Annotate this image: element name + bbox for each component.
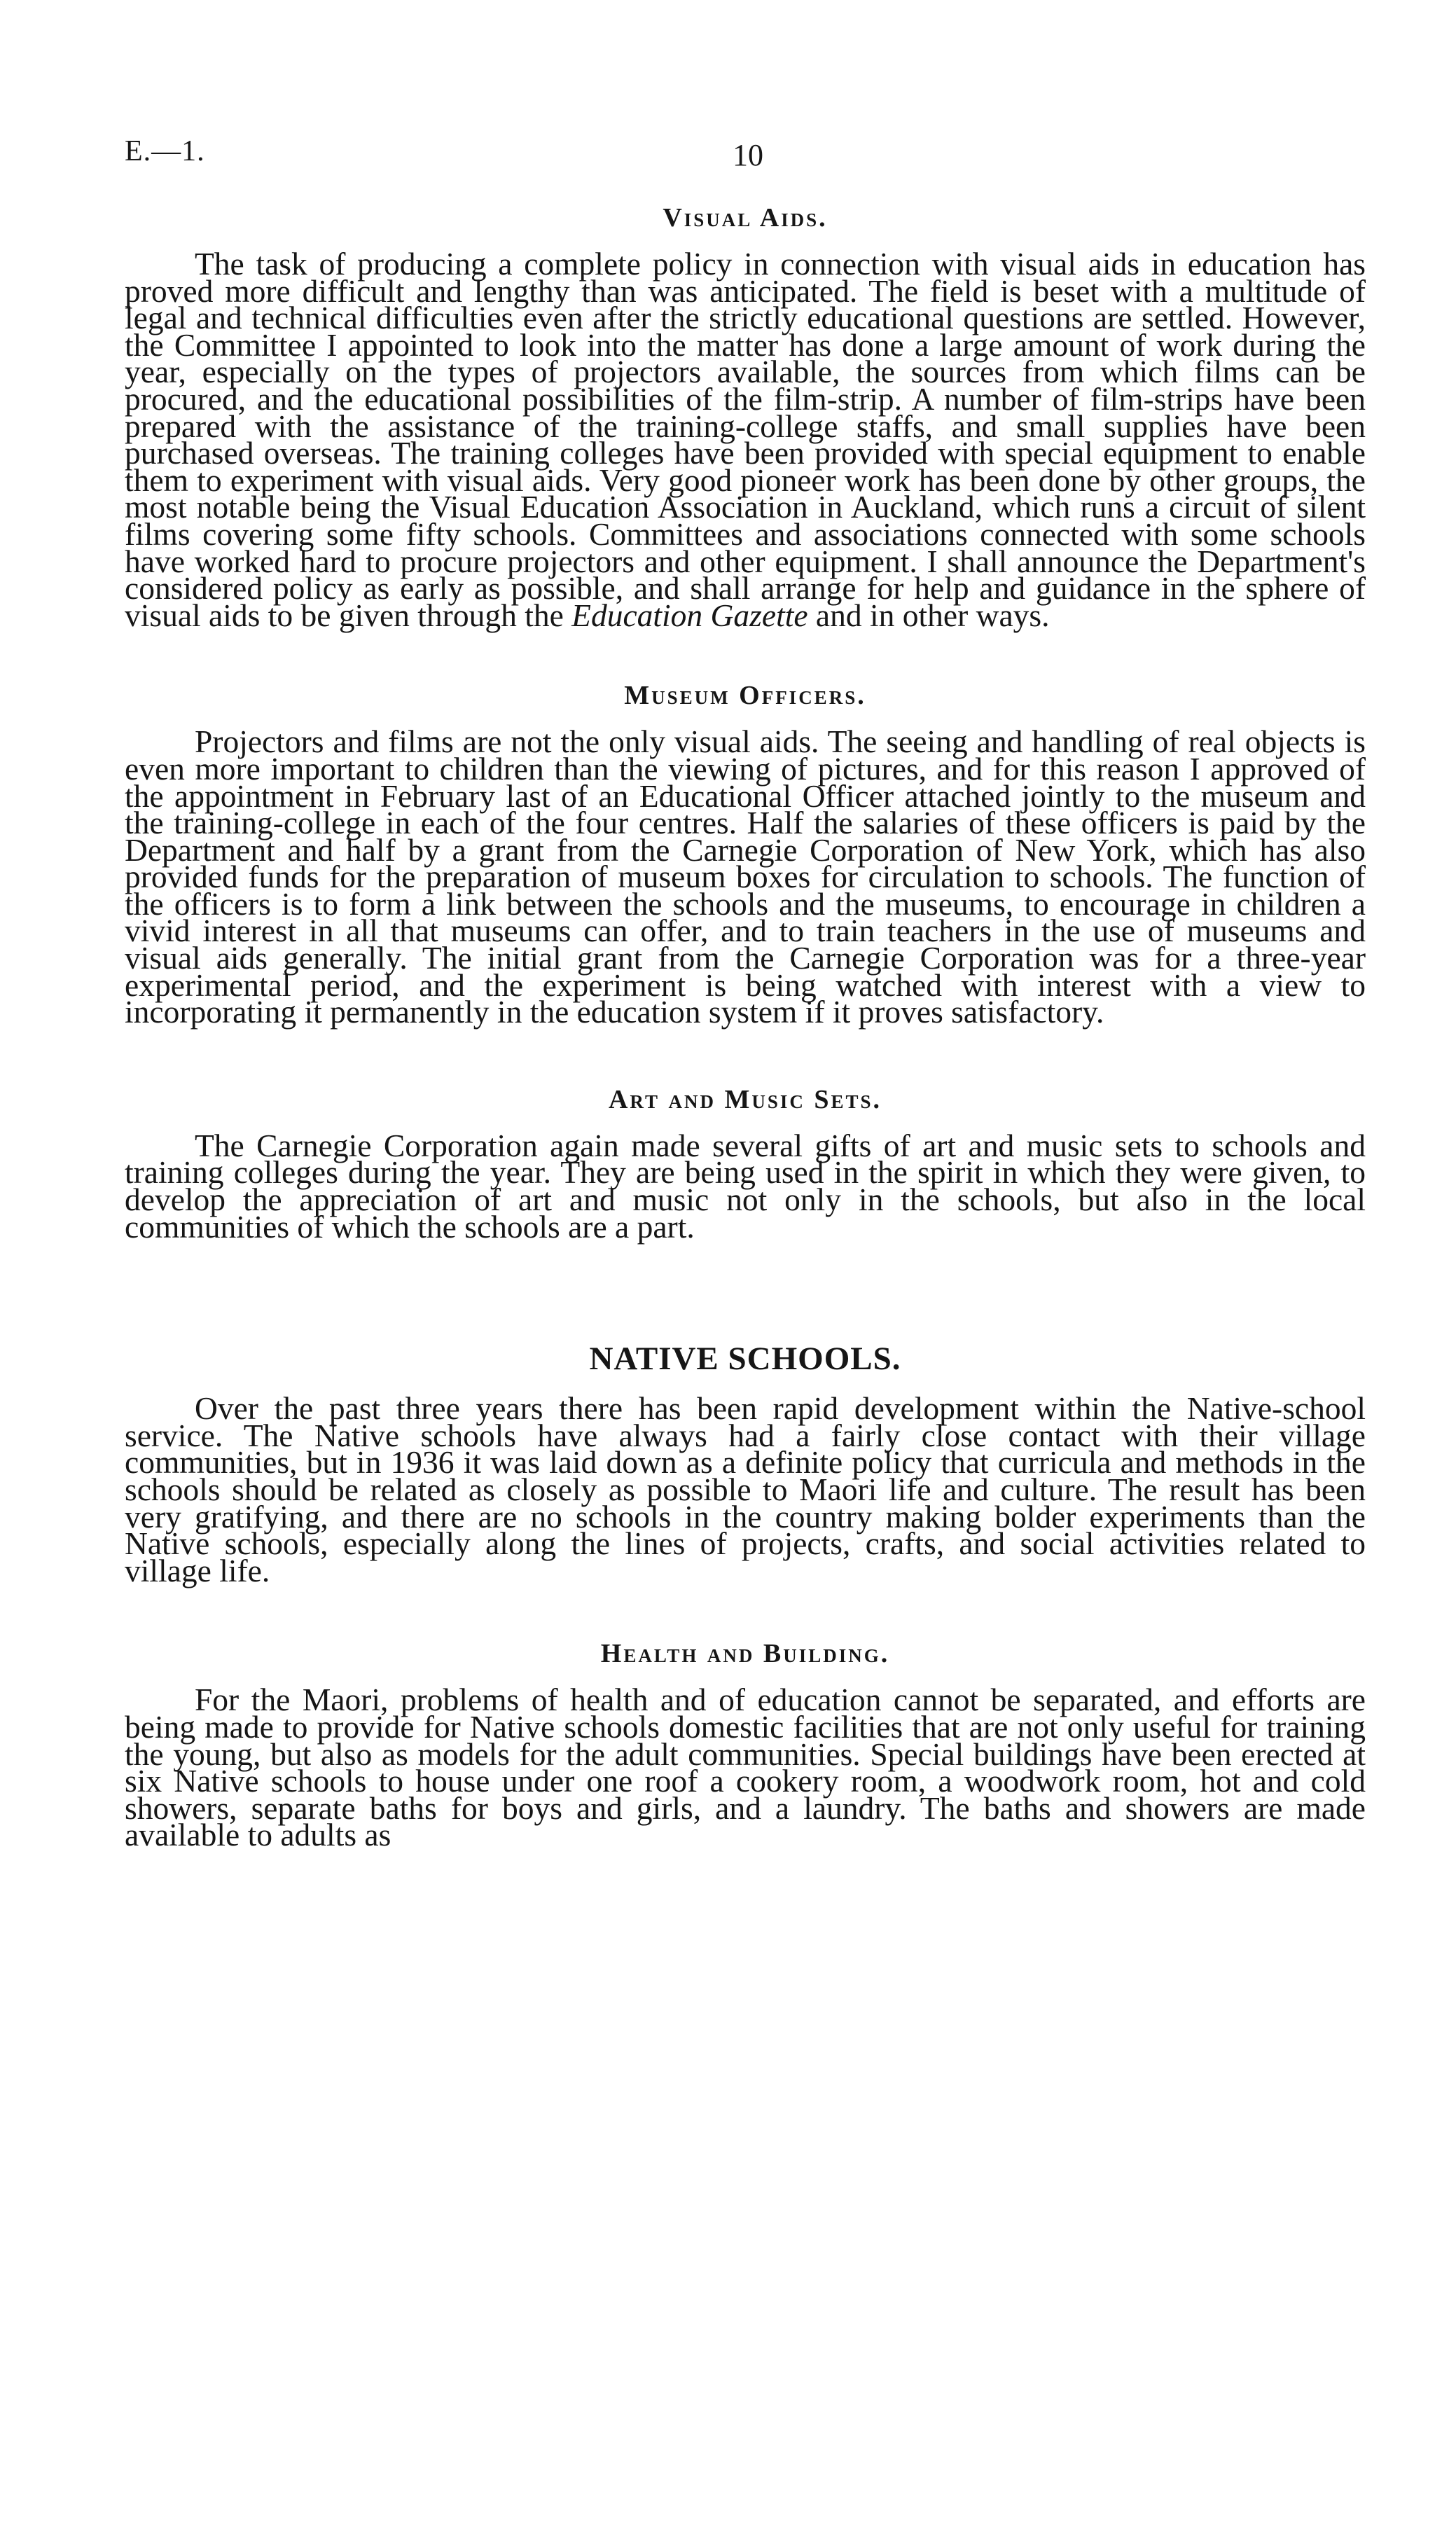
education-gazette-title: Education Gazette — [571, 597, 808, 633]
running-head: E.—1. — [125, 135, 205, 167]
page-number: 10 — [733, 138, 763, 172]
visual-aids-text-end: and in other ways. — [815, 597, 1050, 633]
native-schools-heading: NATIVE SCHOOLS. — [589, 1341, 901, 1378]
visual-aids-text: The task of producing a complete policy in connection with visual aids in education has proved more difficult and lengthy than was anticipated. The field is beset with a multitude of legal and technical difficulties even after the strictly educational questions are settled. However, the Committee I appointed to look into the matter has done a large amount of work during the year, especially on the types of projectors available, the sources from which films can be procured, and the educational possibilities of the film-strip. A number of film-strips have been prepared with the assistance of the training-college staffs, and small supplies have been purchased overseas. The training colleges have been provided with special equipment to enable them to experiment with visual aids. Very good pioneer work has been done by other groups, the most notable being the Visual Education Association in Auckland, which runs a circuit of silent films covering some fifty schools. Committees and associations connected with some schools have worked hard to procure projectors and other equipment. I shall announce the Department's considered policy as early as possible, and shall arrange for help and guidance in the sphere of visual aids to be given through the — [125, 246, 1366, 633]
art-music-sets-paragraph: The Carnegie Corporation again made several gifts of art and music sets to schools and training colleges during the year. They are being used in the spirit in which they were given, to develop the appreciation of art and music not only in the schools, but also in the local communities of which the schools are a part. — [125, 1127, 1366, 1245]
museum-officers-paragraph: Projectors and films are not the only visual aids. The seeing and handling of real objects is even more important to children than the viewing of pictures, and for this reason I approved of the appointment in February last of an Educational Officer attached jointly to the museum and the training-college in each of the four centres. Half the salaries of these officers is paid by the Department and half by a grant from the Carnegie Corporation of New York, which has also provided funds for the preparation of museum boxes for circulation to schools. The function of the officers is to form a link between the schools and the museums, to encourage in children a vivid interest in all that museums can offer, and to train teachers in the use of museums and visual aids generally. The initial grant from the Carnegie Corporation was for a three-year experimental period, and the experiment is being watched with interest with a view to incorporating it permanently in the education system if it proves satisfactory. — [125, 723, 1366, 1030]
document-body — [125, 203, 1366, 1853]
visual-aids-paragraph — [125, 246, 1366, 633]
health-building-heading: Health and Building. — [600, 1639, 890, 1669]
health-building-paragraph: For the Maori, problems of health and of education cannot be separated, and efforts are being made to provide for Native schools domestic facilities that are not only useful for training the young, but also as models for the adult communities. Special buildings have been erected at six Native schools to house under one roof a cookery room, a woodwork room, hot and cold showers, separate baths for boys and girls, and a laundry. The baths and showers are made available to adults as — [125, 1682, 1366, 1853]
art-music-sets-heading: Art and Music Sets. — [608, 1084, 882, 1114]
native-schools-paragraph: Over the past three years there has been rapid development within the Native-school service. The Native schools have always had a fairly close contact with their village communities, but in 1936 it was laid down as a definite policy that curricula and methods in the schools should be related as closely as possible to Maori life and culture. The result has been very gratifying, and there are no schools in the country making bolder experiments than the Native schools, especially along the lines of projects, crafts, and social activities related to village life. — [125, 1390, 1366, 1588]
visual-aids-heading: Visual Aids. — [663, 203, 828, 233]
museum-officers-heading: Museum Officers. — [624, 681, 866, 711]
